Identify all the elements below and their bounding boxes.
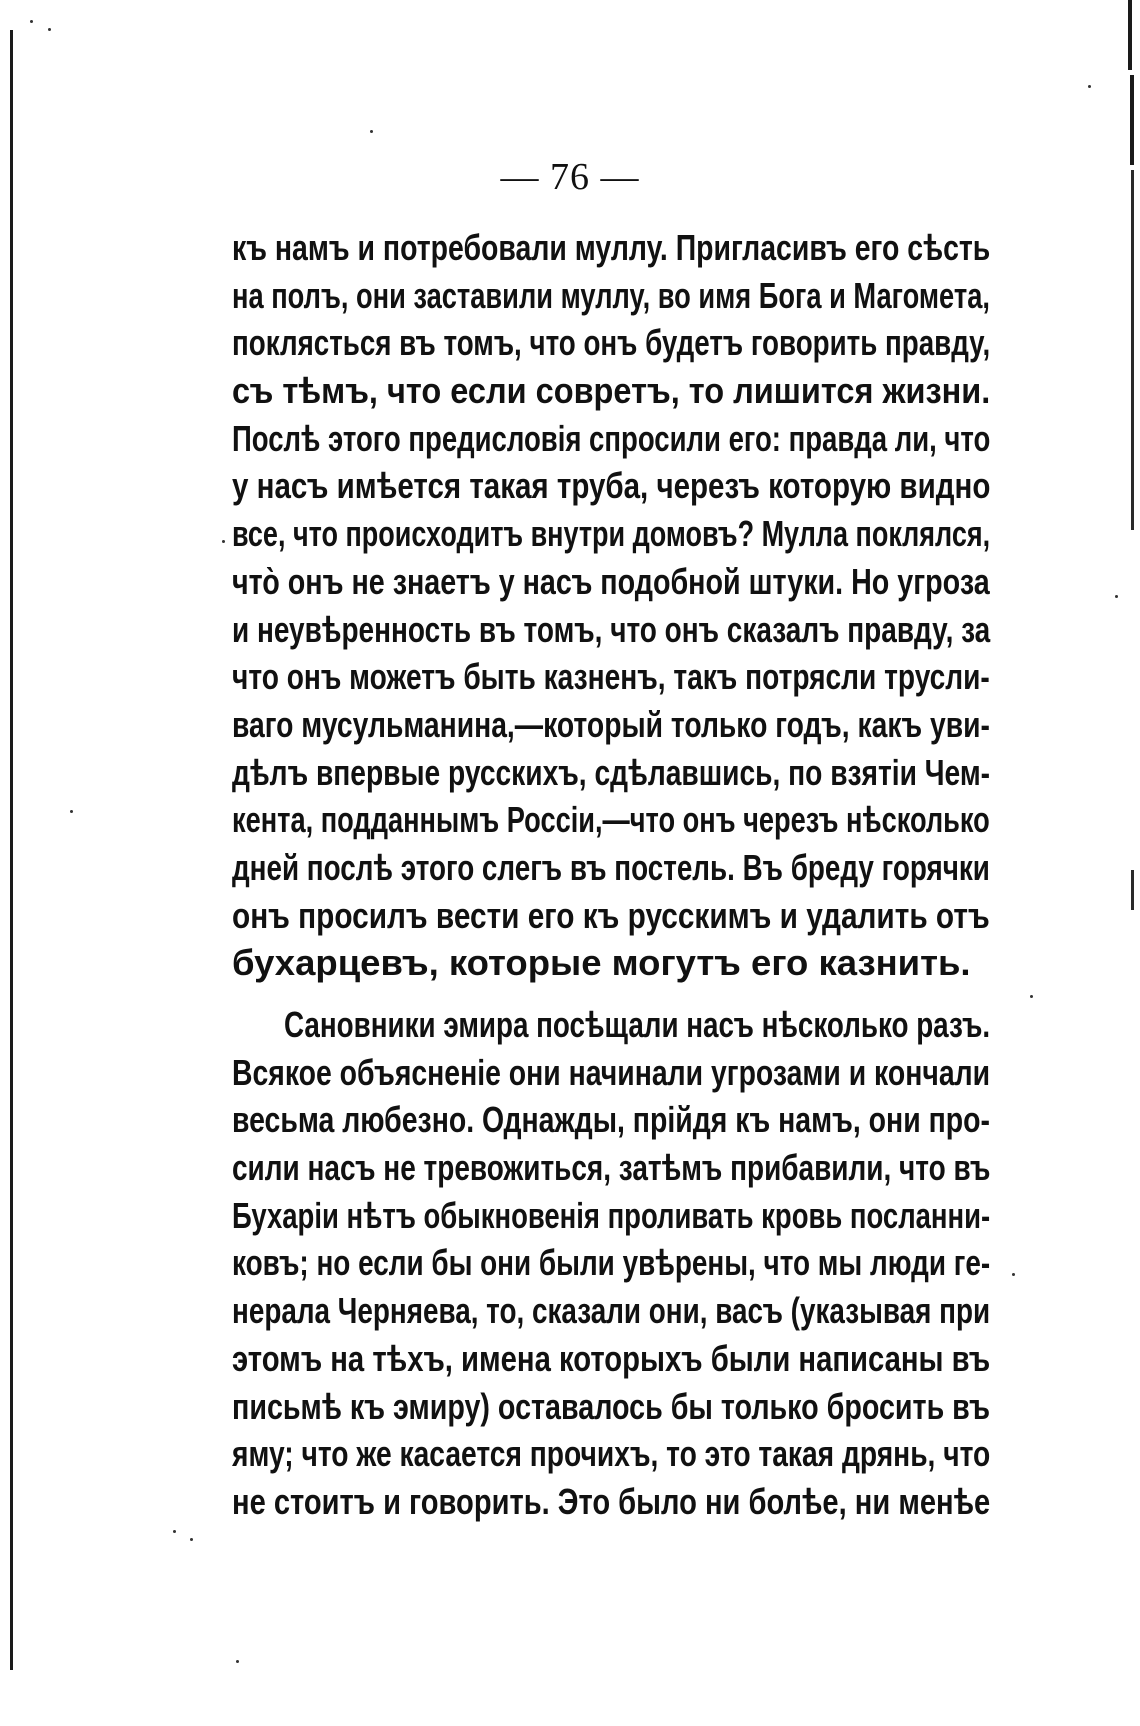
text-line: и неувѣренность въ томъ, что онъ сказалъ правду, за <box>232 608 991 650</box>
scan-edge-left <box>10 30 13 1670</box>
scan-speck <box>1012 1273 1015 1276</box>
text-line: Всякое объясненіе они начинали угрозами и кончали <box>232 1051 991 1093</box>
scan-speck <box>370 130 373 133</box>
scan-speck <box>48 28 51 31</box>
scan-edge-right <box>1130 75 1134 165</box>
text-line: сили насъ не тревожиться, затѣмъ прибавили, что въ <box>232 1147 991 1189</box>
scan-speck <box>222 540 225 543</box>
scan-speck <box>236 1660 239 1663</box>
scan-speck <box>30 20 33 23</box>
body-text <box>232 224 990 1526</box>
text-line: съ тѣмъ, что если совретъ, то лишится жизни. <box>232 370 991 412</box>
text-line: на полъ, они заставили муллу, во имя Бога и Магомета, <box>232 274 990 316</box>
scan-speck <box>1115 595 1118 598</box>
scan-edge-right <box>1131 870 1134 910</box>
scan-speck <box>173 1530 176 1533</box>
text-line: весьма любезно. Однажды, прійдя къ намъ, они про- <box>232 1099 990 1141</box>
page-number: — 76 — <box>500 156 640 198</box>
text-line: яму; что же касается прочихъ, то это такая дрянь, что <box>232 1433 991 1475</box>
text-line: бухарцевъ, которые могутъ его казнить. <box>232 942 971 984</box>
text-line: письмѣ къ эмиру) оставалось бы только бросить въ <box>232 1385 990 1427</box>
text-line: нерала Черняева, то, сказали они, васъ (указывая при <box>232 1290 991 1332</box>
text-line: дней послѣ этого слегъ въ постель. Въ бреду горячки <box>232 846 990 888</box>
text-line: что̀ онъ не знаетъ у насъ подобной штуки. Но угроза <box>232 560 990 602</box>
text-line: ковъ; но если бы они были увѣрены, что мы люди ге- <box>232 1242 991 1284</box>
text-line: не стоитъ и говорить. Это было ни болѣе, ни менѣе <box>232 1480 991 1522</box>
scan-speck <box>70 810 73 813</box>
scan-edge-right <box>1128 0 1132 70</box>
text-line: къ намъ и потребовали муллу. Пригласивъ его сѣсть <box>232 227 991 268</box>
text-line: дѣлъ впервые русскихъ, сдѣлавшись, по взятіи Чем- <box>232 751 991 793</box>
text-line: этомъ на тѣхъ, имена которыхъ были написаны въ <box>232 1337 991 1379</box>
paragraph <box>232 1001 990 1526</box>
text-line: Бухаріи нѣтъ обыкновенія проливать кровь посланни- <box>232 1194 991 1236</box>
paragraph <box>232 224 990 987</box>
scan-speck <box>1088 85 1091 88</box>
text-line: онъ просилъ вести его къ русскимъ и удалить отъ <box>232 894 990 936</box>
text-line: ваго мусульманина,—который только годъ, какъ уви- <box>232 703 990 745</box>
text-line: Сановники эмира посѣщали насъ нѣсколько разъ. <box>284 1004 991 1045</box>
text-line: у насъ имѣется такая труба, черезъ которую видно <box>232 465 991 507</box>
text-line: все, что происходитъ внутри домовъ? Мулла поклялся, <box>232 513 991 555</box>
text-line: Послѣ этого предисловія спросили его: правда ли, что <box>232 417 991 459</box>
text-line: что онъ можетъ быть казненъ, такъ потрясли трусли- <box>232 656 990 698</box>
scan-edge-right <box>1131 170 1134 530</box>
text-line: поклясться въ томъ, что онъ будетъ говорить правду, <box>232 322 991 364</box>
scan-speck <box>190 1538 193 1541</box>
text-line: кента, подданнымъ Россіи,—что онъ черезъ нѣсколько <box>232 799 990 841</box>
scan-speck <box>1030 995 1033 998</box>
